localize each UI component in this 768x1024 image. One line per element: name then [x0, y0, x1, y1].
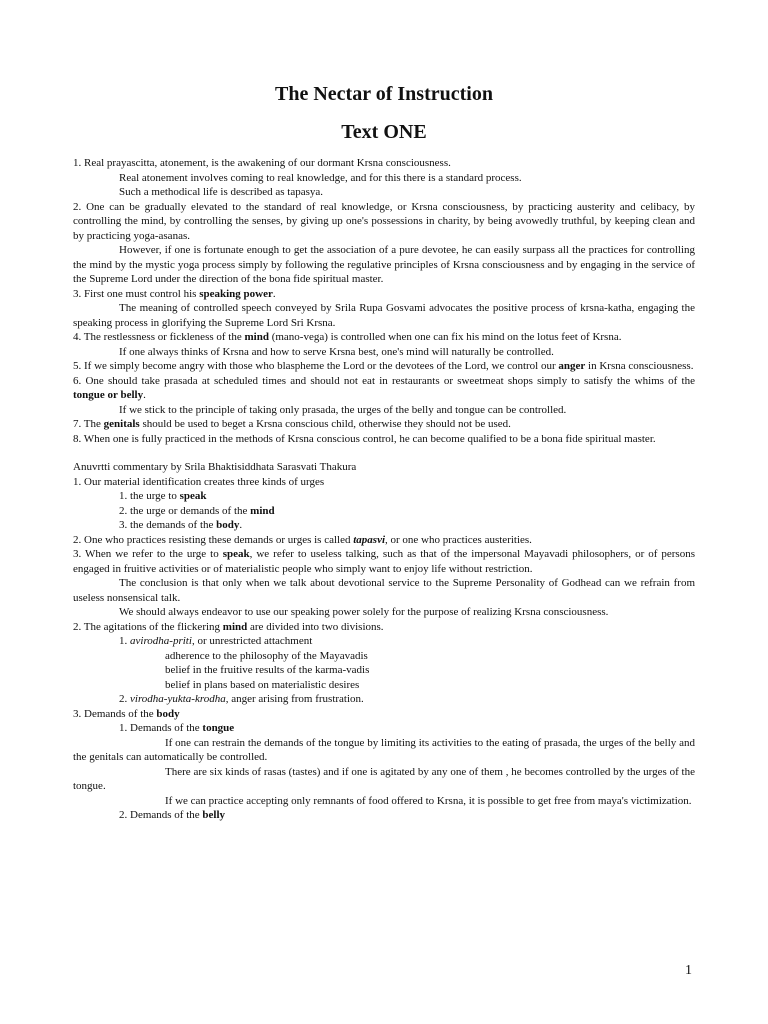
paragraph: The meaning of controlled speech conveyed by Srila Rupa Gosvami advocates the positive process of krsna-katha, engaging the speaking process in glorifying the Supreme Lord Sri Krsna. — [73, 302, 695, 329]
paragraph: 2. One can be gradually elevated to the standard of real knowledge, or Krsna consciousness, by practicing austerity and celibacy, by controlling the mind, by controlling the senses, by giving up one's possessions in charity, by being avowedly truthful, by keeping clean and by practicing yoga-asanas. — [73, 200, 695, 242]
list-item — [73, 692, 695, 707]
text-run: 1. Demands of the — [119, 722, 203, 734]
text-run: , or unrestricted attachment — [191, 635, 313, 647]
document-title: The Nectar of Instruction — [275, 83, 493, 105]
section-text-one — [73, 156, 695, 446]
paragraph: 8. When one is fully practiced in the methods of Krsna conscious control, he can become qualified to be a bona fide spiritual master. — [73, 432, 656, 445]
text-run: are divided into two divisions. — [247, 620, 384, 633]
text-run: 2. — [119, 693, 130, 705]
bold-term: body — [216, 519, 240, 531]
paragraph: The conclusion is that only when we talk about devotional service to the Supreme Personality of Godhead can we refrain from useless nonsensical talk. — [73, 577, 695, 604]
text-run: 2. One who practices resisting these demands or urges is called — [73, 533, 354, 546]
text-run: 1. the urge to — [119, 490, 180, 502]
paragraph — [73, 547, 695, 576]
paragraph: Real atonement involves coming to real knowledge, and for this there is a standard process. — [119, 171, 522, 184]
text-run: 3. First one must control his — [73, 287, 200, 300]
bold-term: mind — [222, 620, 248, 633]
text-run: 3. the demands of the — [119, 519, 217, 531]
bold-term: mind — [250, 504, 275, 517]
paragraph: There are six kinds of rasas (tastes) and if one is agitated by any one of them , he becomes controlled by the urges of the tongue. — [73, 765, 695, 792]
italic-term: avirodha-priti — [130, 635, 192, 647]
sub-list-item: adherence to the philosophy of the Mayavadis — [165, 649, 368, 662]
bold-term: speaking power — [199, 287, 273, 300]
paragraph — [73, 287, 695, 302]
bold-term: tongue — [202, 722, 235, 734]
paragraph: 1. Real prayascitta, atonement, is the awakening of our dormant Krsna consciousness. — [73, 157, 451, 169]
paragraph: If one can restrain the demands of the tongue by limiting its activities to the eating of prasada, the urges of the belly and the genitals can automatically be controlled. — [73, 736, 695, 763]
bold-term: speak — [222, 548, 250, 560]
document-subtitle: Text ONE — [341, 121, 427, 143]
bold-term: anger — [558, 360, 586, 372]
text-run: 2. The agitations of the flickering — [73, 620, 223, 633]
paragraph — [73, 359, 695, 374]
text-run: , we refer to useless talking, such as that of the impersonal Mayavadi philosophers, or of persons engaged in fruitive activities or of materialistic people who simply want to enjoy life without restriction. — [73, 548, 695, 575]
bold-term: belly — [202, 809, 226, 821]
page-number: 1 — [685, 963, 692, 978]
list-item — [73, 504, 695, 519]
text-run: 2. Demands of the — [119, 809, 203, 821]
paragraph — [73, 374, 695, 403]
paragraph — [73, 707, 695, 722]
paragraph: If we stick to the principle of taking only prasada, the urges of the belly and tongue can be controlled. — [119, 403, 567, 416]
document-body — [73, 80, 695, 823]
text-run: 7. The — [73, 418, 104, 430]
italic-term: virodha-yukta-krodha — [130, 693, 226, 705]
text-run: . — [239, 519, 243, 531]
text-run: (mano-vega) is controlled when one can fix his mind on the lotus feet of Krsna. — [268, 331, 622, 343]
bold-term: body — [156, 707, 180, 720]
list-item — [73, 518, 695, 533]
paragraph — [73, 330, 695, 345]
text-run: 1. — [119, 635, 130, 647]
text-run: 2. the urge or demands of the — [119, 504, 251, 517]
text-run: . — [272, 287, 276, 300]
text-run: 6. One should take prasada at scheduled times and should not eat in restaurants or sweetmeat shops simply to satisfy the whims of the — [73, 374, 695, 387]
section-anuvrtti — [73, 460, 695, 823]
text-run: should be used to beget a Krsna conscious child, otherwise they should not be used. — [139, 418, 511, 430]
paragraph: We should always endeavor to use our speaking power solely for the purpose of realizing Krsna consciousness. — [119, 606, 609, 618]
paragraph — [73, 620, 695, 635]
list-item — [73, 489, 695, 504]
text-run: 3. Demands of the — [73, 707, 157, 720]
text-run: . — [143, 389, 146, 401]
section-heading: Anuvrtti commentary by Srila Bhaktisiddhata Sarasvati Thakura — [73, 461, 357, 473]
list-item — [73, 721, 695, 736]
bold-term: genitals — [103, 418, 140, 430]
bold-term: mind — [244, 331, 269, 343]
paragraph: If we can practice accepting only remnants of food offered to Krsna, it is possible to get free from maya's victimization. — [165, 794, 692, 807]
paragraph: Such a methodical life is described as tapasya. — [119, 186, 324, 198]
text-run: 5. If we simply become angry with those who blaspheme the Lord or the devotees of the Lord, we control our — [73, 360, 559, 372]
text-run: in Krsna consciousness. — [585, 360, 694, 372]
paragraph — [73, 417, 695, 432]
paragraph — [73, 533, 695, 548]
list-item — [73, 634, 695, 649]
text-run: , or one who practices austerities. — [385, 533, 532, 546]
paragraph: 1. Our material identification creates three kinds of urges — [73, 475, 325, 488]
sub-list-item: belief in plans based on materialistic desires — [165, 678, 360, 691]
italic-term: tapasvi — [353, 533, 386, 546]
bold-term: speak — [179, 490, 207, 502]
paragraph: If one always thinks of Krsna and how to serve Krsna best, one's mind will naturally be controlled. — [119, 345, 554, 358]
list-item — [73, 808, 695, 823]
text-run: , anger arising from frustration. — [225, 693, 364, 705]
text-run: 3. When we refer to the urge to — [73, 548, 223, 560]
bold-term: tongue or belly — [73, 389, 144, 401]
text-run: 4. The restlessness or fickleness of the — [73, 331, 245, 343]
sub-list-item: belief in the fruitive results of the karma-vadis — [165, 664, 370, 676]
paragraph: However, if one is fortunate enough to get the association of a pure devotee, he can easily surpass all the practices for controlling the mind by the mystic yoga process simply by following the regulative principles of Krsna consciousness and by engaging in the service of the Supreme Lord under the direction of the bona fide spiritual master. — [73, 244, 695, 285]
